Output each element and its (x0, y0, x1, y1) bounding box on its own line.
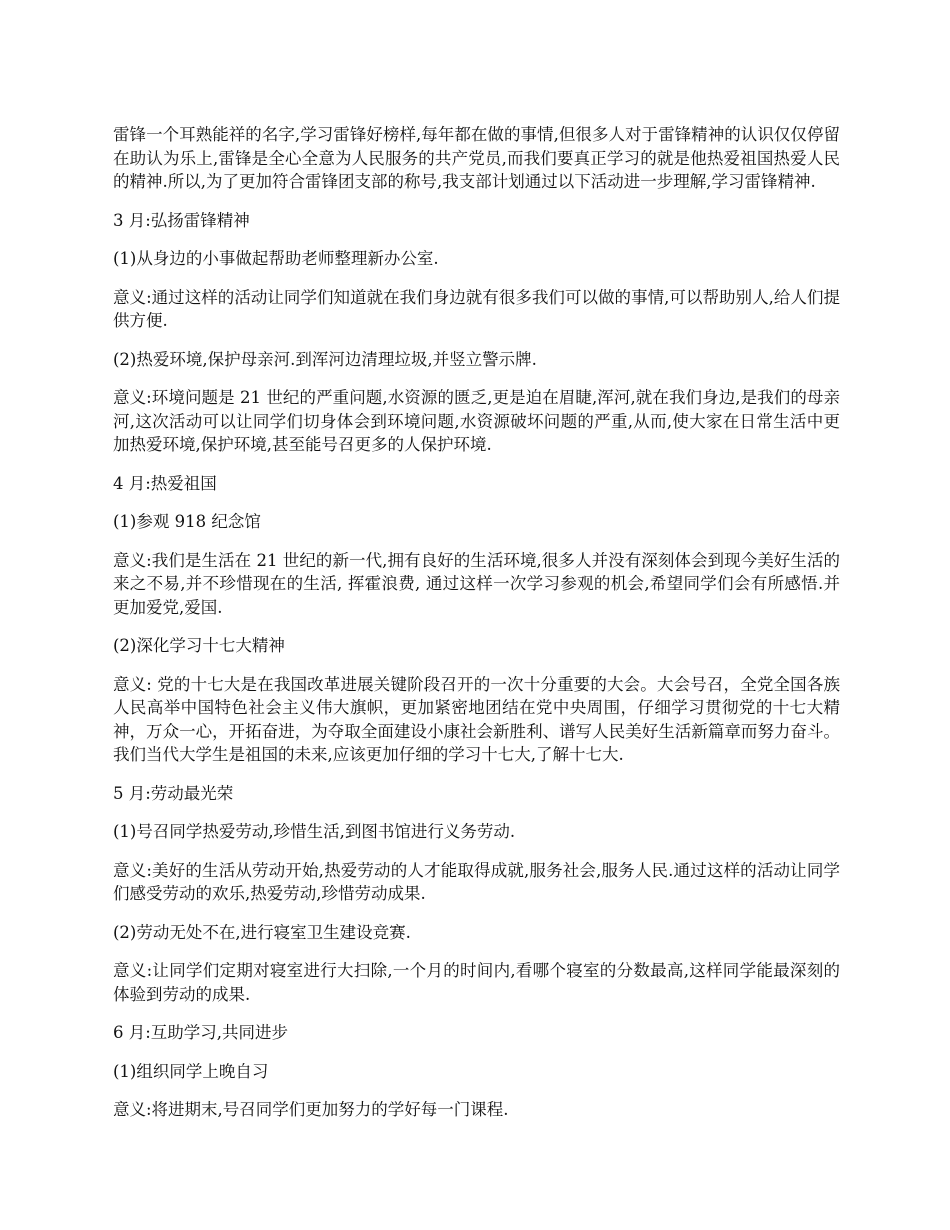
march-heading: 3 月:弘扬雷锋精神 (113, 210, 250, 230)
april-activity-2-meaning: 意义: 党的十七大是在我国改革进展关键阶段召开的一次十分重要的大会。大会号召，全党全国各族人民高举中国特色社会主义伟大旗帜，更加紧密地团结在党中央周围，仔细学习贯彻党的十七大精神，万众一心，开拓奋进，为夺取全面建设小康社会新胜利、谱写人民美好生活新篇章而努力奋斗。我们当代大学生是祖国的未来,应该更加仔细的学习十七大,了解十七大. (113, 674, 840, 764)
may-activity-1: (1)号召同学热爱劳动,珍惜生活,到图书馆进行义务劳动. (113, 822, 516, 841)
june-activity-1-meaning: 意义:将进期末,号召同学们更加努力的学好每一门课程. (113, 1100, 509, 1119)
march-activity-2-meaning: 意义:环境问题是 21 世纪的严重问题,水资源的匮乏,更是迫在眉睫,浑河,就在我们身边,是我们的母亲河,这次活动可以让同学们切身体会到环境问题,水资源破坏问题的严重,从而,使大家在日常生活中更加热爱环境,保护环境,甚至能号召更多的人保护环境. (113, 388, 840, 454)
june-activity-1: (1)组织同学上晚自习 (113, 1061, 269, 1081)
april-activity-1-meaning: 意义:我们是生活在 21 世纪的新一代,拥有良好的生活环境,很多人并没有深刻体会到现今美好生活的来之不易,并不珍惜现在的生活, 挥霍浪费, 通过这样一次学习参观的机会,希望同学们会有所感悟.并更加爱党,爱国. (113, 550, 840, 617)
may-activity-2: (2)劳动无处不在,进行寝室卫生建设竞赛. (113, 922, 411, 942)
may-activity-2-meaning: 意义:让同学们定期对寝室进行大扫除,一个月的时间内,看哪个寝室的分数最高,这样同学能最深刻的体验到劳动的成果. (113, 961, 840, 1004)
may-activity-1-meaning: 意义:美好的生活从劳动开始,热爱劳动的人才能取得成就,服务社会,服务人民.通过这样的活动让同学们感受劳动的欢乐,热爱劳动,珍惜劳动成果. (113, 860, 840, 903)
june-heading: 6 月:互助学习,共同进步 (113, 1023, 289, 1042)
intro-paragraph: 雷锋一个耳熟能祥的名字,学习雷锋好榜样,每年都在做的事情,但很多人对于雷锋精神的认识仅仅停留在助认为乐上,雷锋是全心全意为人民服务的共产党员,而我们要真正学习的就是他热爱祖国热爱人民的精神.所以,为了更加符合雷锋团支部的称号,我支部计划通过以下活动进一步理解,学习雷锋精神. (113, 125, 840, 191)
march-activity-1-meaning: 意义:通过这样的活动让同学们知道就在我们身边就有很多我们可以做的事情,可以帮助别人,给人们提供方便. (113, 287, 840, 330)
may-heading: 5 月:劳动最光荣 (113, 783, 234, 803)
march-activity-2: (2)热爱环境,保护母亲河.到浑河边清理垃圾,并竖立警示牌. (113, 349, 537, 369)
march-activity-1: (1)从身边的小事做起帮助老师整理新办公室. (113, 249, 439, 268)
april-activity-2: (2)深化学习十七大精神 (113, 636, 285, 655)
april-activity-1: (1)参观 918 纪念馆 (113, 512, 261, 531)
april-heading: 4 月:热爱祖国 (113, 473, 217, 493)
